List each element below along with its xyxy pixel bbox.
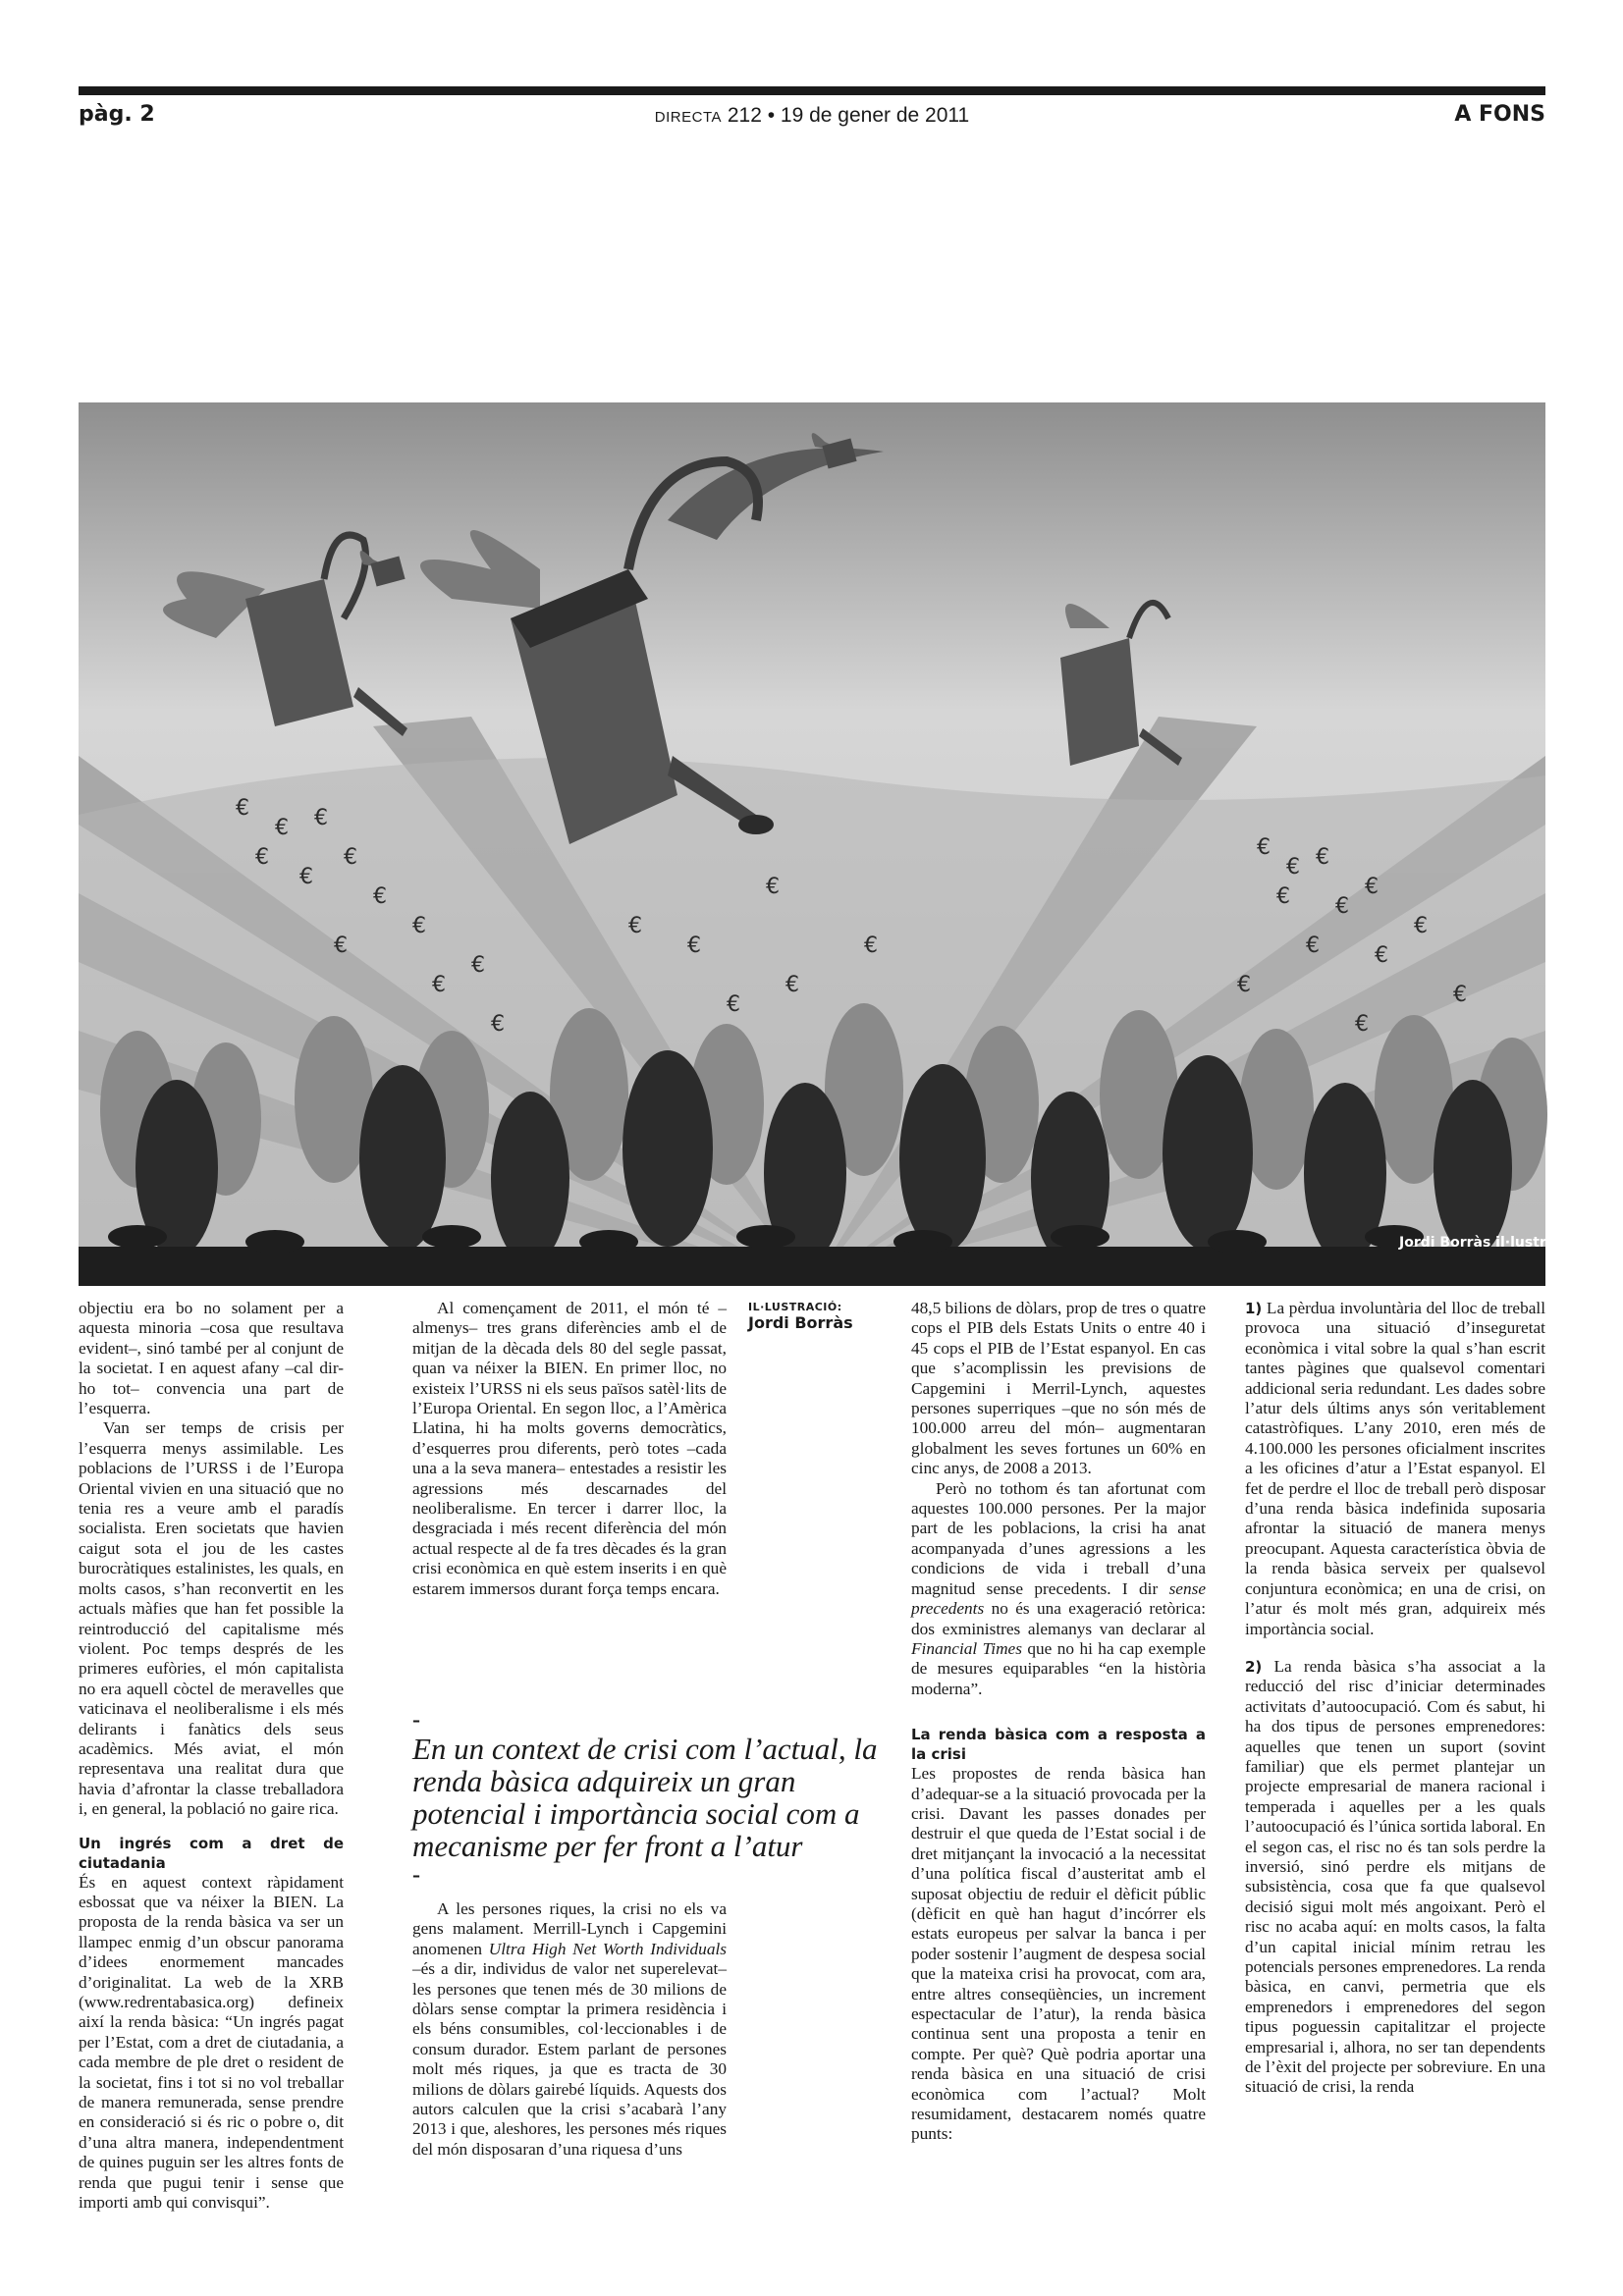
- svg-text:€: €: [1237, 973, 1251, 997]
- article-column-2: [412, 1299, 727, 1599]
- pull-quote-dash: –: [412, 1866, 420, 1885]
- header-rule: [79, 86, 1545, 95]
- pull-quote: [412, 1713, 884, 1884]
- svg-text:€: €: [727, 992, 740, 1017]
- svg-text:€: €: [1355, 1012, 1369, 1037]
- paragraph: Van ser temps de crisis per l’esquerra menys assimilable. Les poblacions de l’URSS i de l’Europa Oriental vivien en una situació que no tenia res a veure amb el paradís socialista. Eren societats que havien caigut sota el jou de les castes burocràtiques estalinistes, les quals, en molts casos, s’han reconvertit en les actuals màfies que han fet possible la reintroducció del capitalisme més violent. Poc temps després de les primeres eufòries, el món capitalista no era aquell còctel de meravelles que vaticinava el neoliberalisme i els més delirants i fanàtics dels seus acadèmics. Més aviat, el món representava una realitat dura que havia d’afrontar la classe treballadora i, en general, la població no gaire rica.: [79, 1418, 344, 1819]
- publication-name: DIRECTA: [654, 109, 723, 126]
- illustration-watering-cans: [79, 402, 1582, 1286]
- point-number: 2): [1245, 1657, 1263, 1676]
- svg-text:€: €: [1335, 894, 1349, 919]
- italic-term: Financial Times: [911, 1638, 1022, 1658]
- svg-text:€: €: [491, 1012, 505, 1037]
- illustration-credit: [748, 1301, 886, 1332]
- paragraph: [911, 1479, 1206, 1699]
- article-column-1: [79, 1299, 344, 2213]
- svg-text:€: €: [1306, 934, 1320, 958]
- paragraph: Les propostes de renda bàsica han d’adequar-se a la situació provocada per la crisi. Davant les passes donades per destruir el que queda de l’Estat social i de dret mitjançant la invocació a la necessitat d’una política fiscal d’austeritat amb el suposat objectiu de reduir el dèficit públic (dèficit en què han hagut d’incórrer els estats europeus per salvar la banca i per poder sostenir l’augment de despesa social que la mateixa crisi ha provocat, com ara, entre altres conseqüències, un increment espectacular de l’atur), la renda bàsica continua sent una proposta a tenir en compte. Per què? Què podria aportar una renda bàsica en una situació de crisi econòmica com l’actual? Molt resumidament, destacarem només quatre punts:: [911, 1764, 1206, 2144]
- paragraph: 48,5 bilions de dòlars, prop de tres o quatre cops el PIB dels Estats Units o entre 40 i 45 cops el PIB de l’Estat espanyol. En cas que s’acomplissin les previsions de Capgemini i Merril-Lynch, aquestes persones superriques –que no són més de 100.000 arreu del món– augmentaran globalment les seves fortunes un 60% en cinc anys, de 2008 a 2013.: [911, 1299, 1206, 1478]
- masthead: [79, 104, 1545, 128]
- article-column-4: [1245, 1299, 1545, 2098]
- pull-quote-dash: –: [412, 1711, 420, 1730]
- text-run: que no hi ha cap exemple de mesures equiparables “en la història moderna”.: [911, 1638, 1206, 1698]
- article-column-2-continued: [412, 1899, 727, 2160]
- svg-text:€: €: [864, 934, 878, 958]
- text-run: La renda bàsica s’ha associat a la reducció del risc d’iniciar determinades activitats d’autoocupació. Com és sabut, hi ha dos tipus de persones emprenedores: aquelles que tenen un suport (sovint familiar) que els permet plantejar un projecte empresarial de manera racional i temperada i aquelles per a les quals l’autoocupació és l’única sortida laboral. En el segon cas, el risc no és tan sols perdre la inversió, sinó perdre els mitjans de subsistència, cosa que fa que qualsevol decisió sigui molt més angoixant. Però el risc no acaba aquí: en molts casos, la falta d’un capital inicial mínim retrau les potencials persones emprenedores. La renda bàsica, en canvi, permetria que els emprenedors i emprenedores del segon tipus poguessin capitalitzar el projecte empresarial i, alhora, no ser tan dependents de l’èxit del projecte per sobreviure. En una situació de crisi, la renda: [1245, 1656, 1545, 2097]
- svg-text:€: €: [1453, 983, 1467, 1007]
- numbered-point: [1245, 1299, 1545, 1639]
- page-number: pàg. 2: [79, 102, 155, 127]
- credit-name: Jordi Borràs: [748, 1313, 853, 1332]
- text-run: Però no tothom és tan afortunat com aquestes 100.000 persones. Per la major part de les poblacions, la crisi ha anat acompanyada d’unes agressions a les condicions de vida i treball d’una magnitud sense precedents. I dir: [911, 1478, 1206, 1598]
- page-header: [79, 102, 1545, 135]
- illustrator-signature: Jordi Borràs il·lustrador: [1399, 1235, 1582, 1251]
- paragraph: objectiu era bo no solament per a aquesta minoria –cosa que resultava evident–, sinó també per al conjunt de la societat. I en aquest afany –cal dir-ho tot– convencia una part de l’esquerra.: [79, 1299, 344, 1418]
- paragraph: És en aquest context ràpidament esbossat que va néixer la BIEN. La proposta de la renda bàsica va ser un llampec enmig d’un obscur panorama d’idees enormement mancades d’originalitat. La web de la XRB (www.redrentabasica.org) defineix així la renda bàsica: “Un ingrés pagat per l’Estat, com a dret de ciutadania, a cada membre de ple dret o resident de la societat, fins i tot si no vol treballar de manera remunerada, sense prendre en consideració si és ric o pobre o, dit d’una altra manera, independentment de quines puguin ser les altres fonts de renda que pugui tenir i sense que importi amb qui convisqui”.: [79, 1872, 344, 2213]
- svg-text:€: €: [1365, 875, 1379, 899]
- issue-date: 212 • 19 de gener de 2011: [727, 104, 970, 127]
- svg-text:€: €: [1316, 845, 1329, 870]
- svg-text:€: €: [471, 953, 485, 978]
- svg-text:€: €: [1375, 943, 1388, 968]
- svg-text:€: €: [412, 914, 426, 938]
- svg-text:€: €: [628, 914, 642, 938]
- text-run: La pèrdua involuntària del lloc de treball provoca una situació d’inseguretat econòmica i vital sobre la qual s’han escrit tantes pàgines que qualsevol comentari addicional seria redundant. Les dades sobre l’atur dels últims anys són veritablement catastròfiques. L’any 2010, eren més de 4.100.000 les persones oficialment inscrites a les oficines d’atur a l’Estat espanyol. El fet de perdre el lloc de treball però disposar d’una renda bàsica indefinida suposaria afrontar la situació de manera menys preocupant. Aquesta característica òbvia de la renda bàsica serveix per qualsevol conjuntura econòmica; en una de crisi, on l’atur és molt més gran, adquireix més importància social.: [1245, 1299, 1545, 1638]
- svg-text:€: €: [275, 816, 289, 840]
- svg-text:€: €: [687, 934, 701, 958]
- spacer: [1245, 1639, 1545, 1657]
- article-column-3: [911, 1299, 1206, 2145]
- svg-text:€: €: [255, 845, 269, 870]
- text-run: no és una exageració retòrica: dos exministres alemanys van declarar al: [911, 1599, 1206, 1638]
- point-number: 1): [1245, 1300, 1263, 1317]
- section-name: A FONS: [1454, 102, 1545, 127]
- paragraph: Al començament de 2011, el món té –almenys– tres grans diferències amb el de mitjan de la dècada dels 80 del segle passat, quan va néixer la BIEN. En primer lloc, no existeix l’URSS ni els seus països satèl·lits de l’Europa Oriental. En segon lloc, a l’Amèrica Llatina, hi ha molts governs democràtics, d’esquerres prou diferents, però totes –cada una a la seva manera– entestades a resistir les agressions més descarnades del neoliberalisme. En tercer i darrer lloc, la desgraciada i més recent diferència del món actual respecte al de fa tres dècades és la gran crisi econòmica en què estem inserits i en què estarem immersos durant força temps encara.: [412, 1299, 727, 1598]
- svg-text:€: €: [432, 973, 446, 997]
- svg-text:€: €: [1414, 914, 1428, 938]
- svg-text:€: €: [236, 796, 249, 821]
- svg-text:€: €: [1276, 884, 1290, 909]
- paragraph: [412, 1899, 727, 2160]
- subheading: Un ingrés com a dret de ciutadania: [79, 1834, 344, 1872]
- svg-text:€: €: [299, 865, 313, 889]
- svg-text:€: €: [785, 973, 799, 997]
- numbered-point: [1245, 1657, 1545, 2098]
- credit-label: IL·LUSTRACIÓ:: [748, 1301, 842, 1313]
- svg-text:€: €: [1257, 835, 1271, 860]
- pull-quote-text: En un context de crisi com l’actual, la renda bàsica adquireix un gran potencial i importància social com a mecanisme per fer front a l’atur: [412, 1732, 878, 1863]
- svg-text:€: €: [1286, 855, 1300, 880]
- italic-term: Ultra High Net Worth Individuals: [488, 1939, 727, 1958]
- subheading: La renda bàsica com a resposta a la crisi: [911, 1726, 1206, 1764]
- text-run: –és a dir, individus de valor net superelevat– les persones que tenen més de 30 milions de dòlars sense comptar la primera residència i els béns consumibles, col·leccionables i de consum durador. Estem parlant de persones molt més riques, ja que es tracta de 30 milions de dòlars gairebé líquids. Aquests dos autors calculen que la crisi s’acabarà l’any 2013 i que, aleshores, les persones més riques del món disposaran d’una riquesa d’uns: [412, 1959, 727, 2159]
- svg-text:€: €: [373, 884, 387, 909]
- svg-text:€: €: [766, 875, 780, 899]
- svg-text:€: €: [314, 806, 328, 830]
- text-run: A les persones riques, la crisi no els va gens malament. Merrill-Lynch i Capgemini anomenen: [412, 1899, 727, 1958]
- svg-text:€: €: [344, 845, 357, 870]
- italic-term: sense precedents: [911, 1578, 1206, 1619]
- svg-text:€: €: [334, 934, 348, 958]
